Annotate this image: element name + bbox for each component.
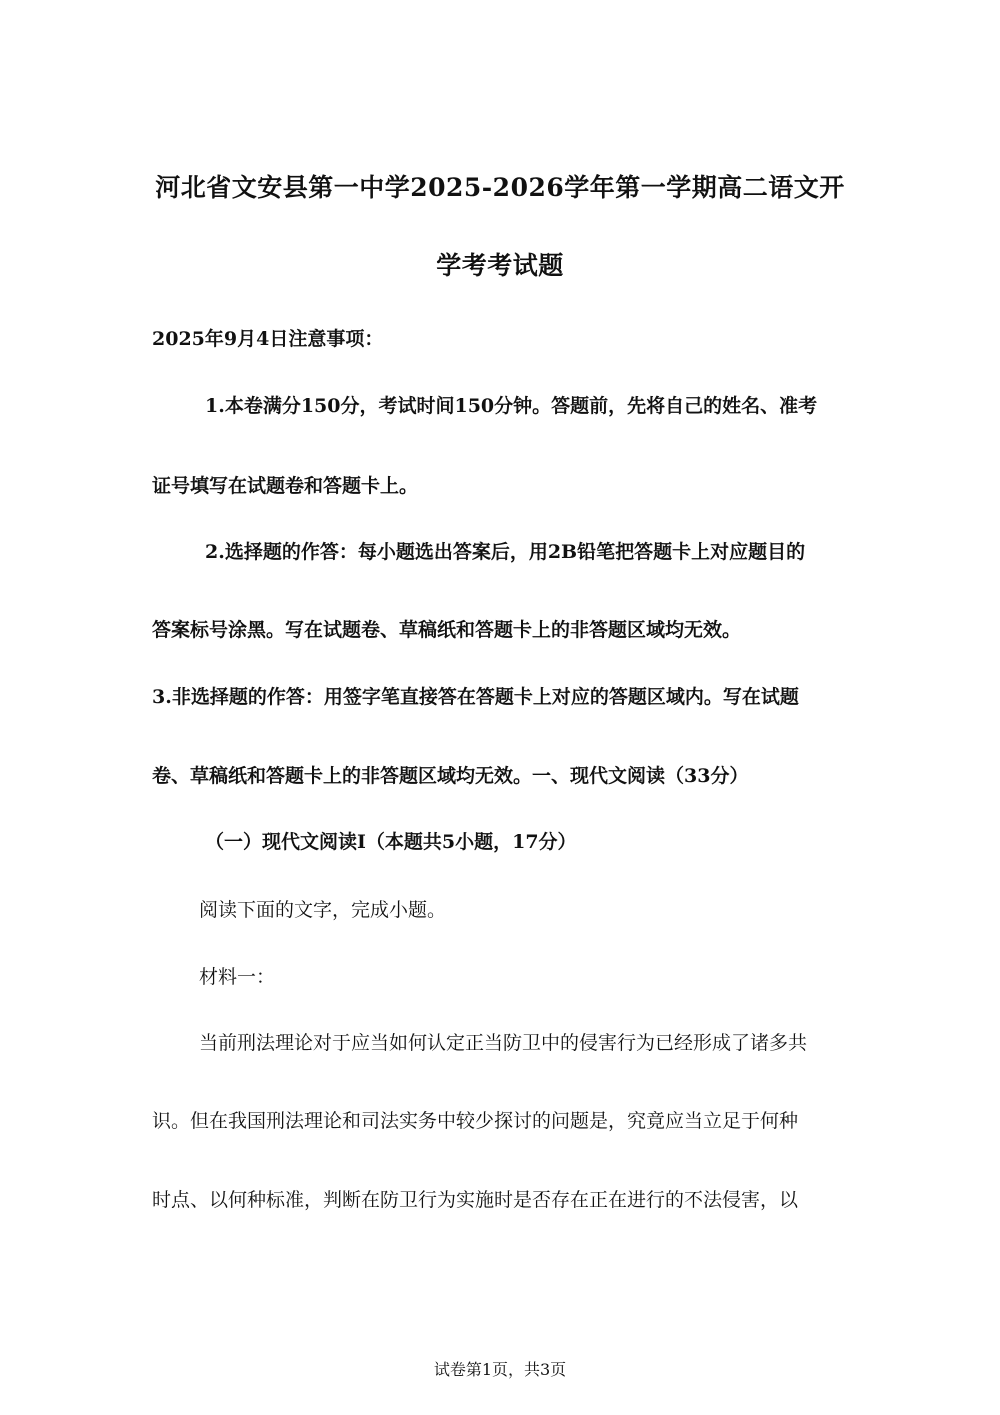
passage-line-3: 时点、以何种标准，判断在防卫行为实施时是否存在正在进行的不法侵害，以 [152,1189,799,1211]
notice-1-line-2: 证号填写在试题卷和答题卡上。 [152,475,419,497]
page-footer: 试卷第1页，共3页 [433,1360,567,1379]
document-title-line-2: 学考考试题 [436,251,564,280]
notice-1-line-1: 1.本卷满分150分，考试时间150分钟。答题前，先将自己的姓名、准考 [205,395,818,417]
notice-3-line-2: 卷、草稿纸和答题卡上的非答题区域均无效。一、现代文阅读（33分） [152,765,749,787]
notice-2-line-1: 2.选择题的作答：每小题选出答案后，用2B铅笔把答题卡上对应题目的 [205,541,806,563]
material-label: 材料一： [199,966,276,988]
date-notice-heading: 2025年9月4日注意事项： [152,328,384,350]
notice-3-line-1: 3.非选择题的作答：用签字笔直接答在答题卡上对应的答题区域内。写在试题 [152,686,799,708]
subsection-heading: （一）现代文阅读Ⅰ（本题共5小题，17分） [205,831,577,853]
passage-line-1: 当前刑法理论对于应当如何认定正当防卫中的侵害行为已经形成了诸多共 [199,1032,808,1054]
notice-2-line-2: 答案标号涂黑。写在试题卷、草稿纸和答题卡上的非答题区域均无效。 [152,619,742,641]
document-title-line-1: 河北省文安县第一中学2025-2026学年第一学期高二语文开 [155,173,845,202]
reading-instruction: 阅读下面的文字，完成小题。 [199,899,447,921]
passage-line-2: 识。但在我国刑法理论和司法实务中较少探讨的问题是，究竟应当立足于何种 [152,1110,799,1132]
